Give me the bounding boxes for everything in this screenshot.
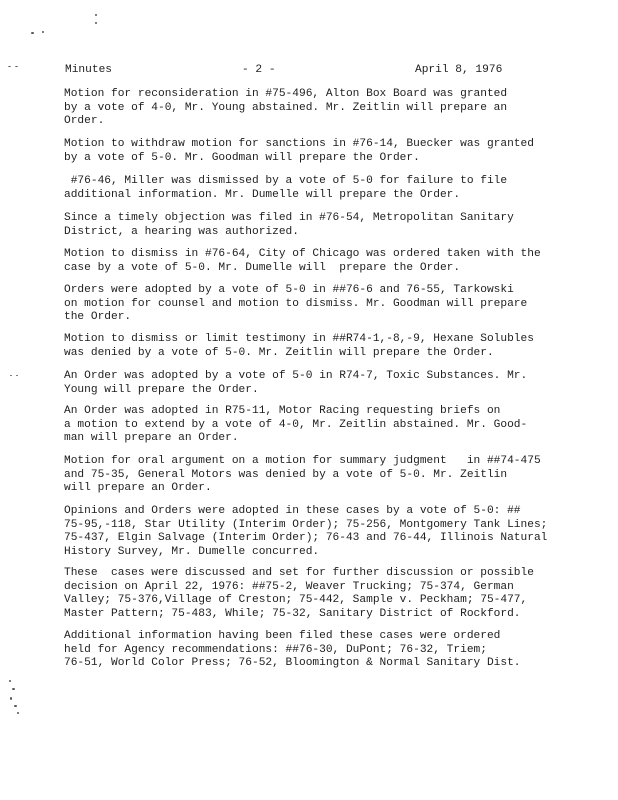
header-title: Minutes <box>65 64 112 76</box>
minutes-paragraph <box>64 212 594 239</box>
paragraph-line: Valley; 75-376,Village of Creston; 75-442, Sample v. Peckham; 75-477, <box>64 594 528 607</box>
paragraph-line: Master Pattern; 75-483, While; 75-32, Sanitary District of Rockford. <box>64 607 521 620</box>
scan-speck <box>31 32 34 34</box>
minutes-paragraph <box>64 284 594 325</box>
paragraph-line: by a vote of 5-0. Mr. Goodman will prepare the Order. <box>64 151 420 164</box>
paragraph-line: on motion for counsel and motion to dismiss. Mr. Goodman will prepare <box>64 297 528 310</box>
paragraph-line: Since a timely objection was filed in #76-54, Metropolitan Sanitary <box>64 212 514 224</box>
paragraph-line: Motion to dismiss in #76-64, City of Chicago was ordered taken with the <box>64 248 541 260</box>
scan-speck <box>95 14 97 16</box>
paragraph-line: An Order was adopted in R75-11, Motor Racing requesting briefs on <box>64 405 501 417</box>
paragraph-line: case by a vote of 5-0. Mr. Dumelle will prepare the Order. <box>64 261 461 274</box>
paragraph-line: Motion for oral argument on a motion for summary judgment in ##74-475 <box>64 455 541 467</box>
minutes-paragraph <box>64 333 594 360</box>
scan-speck <box>15 66 18 67</box>
minutes-paragraph <box>64 505 594 559</box>
paragraph-line: History Survey, Mr. Dumelle concurred. <box>64 545 320 558</box>
scan-speck <box>16 375 18 376</box>
minutes-paragraph <box>64 138 594 165</box>
scan-speck <box>17 712 19 714</box>
paragraph-line: and 75-35, General Motors was denied by a vote of 5-0. Mr. Zeitlin <box>64 468 508 481</box>
paragraph-line: Additional information having been filed these cases were ordered <box>64 630 501 642</box>
paragraph-line: District, a hearing was authorized. <box>64 225 299 238</box>
minutes-paragraph <box>64 567 594 621</box>
minutes-paragraph <box>64 370 594 397</box>
paragraph-line: Motion to withdraw motion for sanctions in #76-14, Buecker was granted <box>64 138 534 150</box>
minutes-paragraph <box>64 455 594 496</box>
paragraph-line: decision on April 22, 1976: ##75-2, Weaver Trucking; 75-374, German <box>64 580 514 593</box>
minutes-paragraph <box>64 248 594 275</box>
paragraph-line: was denied by a vote of 5-0. Mr. Zeitlin will prepare the Order. <box>64 346 494 359</box>
paragraph-line: 75-437, Elgin Salvage (Interim Order); 76-43 and 76-44, Illinois Natural <box>64 532 548 545</box>
minutes-paragraph <box>64 88 594 129</box>
paragraph-line: a motion to extend by a vote of 4-0, Mr. Zeitlin abstained. Mr. Good- <box>64 418 528 431</box>
paragraph-line: Orders were adopted by a vote of 5-0 in ##76-6 and 76-55, Tarkowski <box>64 284 514 296</box>
scan-speck <box>42 31 44 33</box>
scan-speck <box>8 66 11 67</box>
paragraph-line: 75-95,-118, Star Utility (Interim Order); 75-256, Montgomery Tank Lines; <box>64 518 548 531</box>
paragraph-line: An Order was adopted by a vote of 5-0 in R74-7, Toxic Substances. Mr. <box>64 370 528 382</box>
paragraph-line: Opinions and Orders were adopted in these cases by a vote of 5-0: ## <box>64 505 521 517</box>
scan-speck <box>9 680 11 682</box>
paragraph-line: Young will prepare the Order. <box>64 383 259 396</box>
paragraph-line: will prepare an Order. <box>64 482 212 495</box>
paragraph-line: Motion to dismiss or limit testimony in ##R74-1,-8,-9, Hexane Solubles <box>64 333 534 345</box>
paragraph-line: Motion for reconsideration in #75-496, Alton Box Board was granted <box>64 88 508 100</box>
scan-speck <box>10 375 12 376</box>
page-number: - 2 - <box>242 64 276 76</box>
minutes-paragraph <box>64 405 594 446</box>
header-date: April 8, 1976 <box>415 64 503 76</box>
paragraph-line: additional information. Mr. Dumelle will prepare the Order. <box>64 188 461 201</box>
scan-speck <box>10 697 12 700</box>
scan-speck <box>95 22 97 24</box>
paragraph-line: held for Agency recommendations: ##76-30, DuPont; 76-32, Triem; <box>64 643 487 656</box>
paragraph-line: 76-51, World Color Press; 76-52, Bloomington & Normal Sanitary Dist. <box>64 657 521 670</box>
minutes-paragraph <box>64 630 594 671</box>
page-header <box>0 64 618 78</box>
scan-speck <box>14 705 17 707</box>
paragraph-line: #76-46, Miller was dismissed by a vote of 5-0 for failure to file <box>64 175 508 187</box>
scan-speck <box>12 688 15 690</box>
paragraph-line: These cases were discussed and set for further discussion or possible <box>64 567 534 579</box>
minutes-paragraph <box>64 175 594 202</box>
paragraph-line: by a vote of 4-0, Mr. Young abstained. Mr. Zeitlin will prepare an <box>64 101 508 114</box>
paragraph-line: man will prepare an Order. <box>64 432 239 445</box>
paragraph-line: the Order. <box>64 311 132 324</box>
paragraph-line: Order. <box>64 115 105 128</box>
